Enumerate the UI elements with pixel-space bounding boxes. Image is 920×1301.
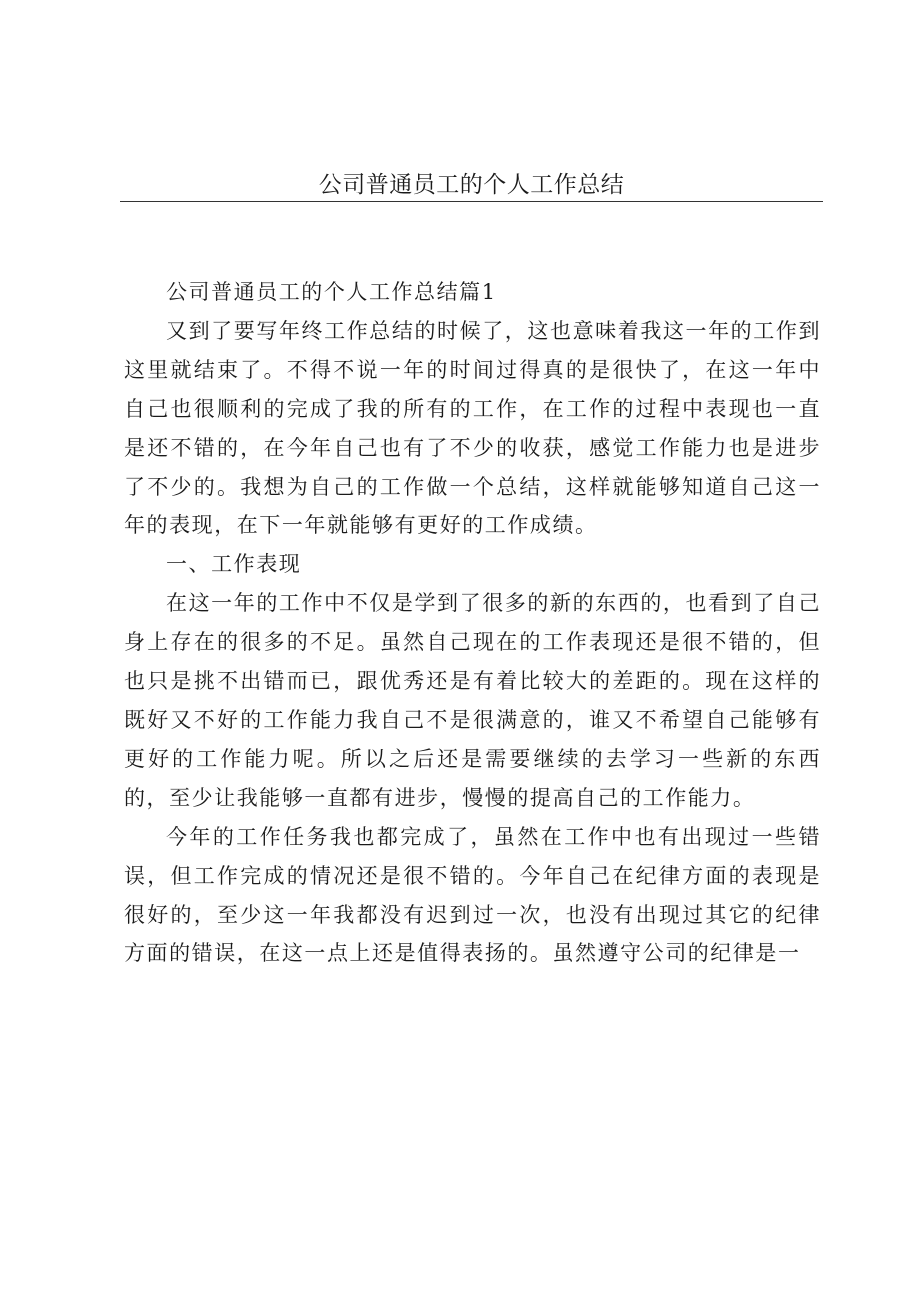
document-body [124,273,821,973]
section-heading: 公司普通员工的个人工作总结篇1 [166,280,497,304]
document-title: 公司普通员工的个人工作总结 [318,172,625,198]
subheading-work-performance: 一、工作表现 [166,552,302,577]
title-underline [120,201,823,202]
paragraph-learning: 在这一年的工作中不仅是学到了很多的新的东西的，也看到了自己身上存在的很多的不足。虽然自己现在的工作表现还是很不错的，但也只是挑不出错而已，跟优秀还是有着比较大的差距的。现在这样的既好又不好的工作能力我自己不是很满意的，谁又不希望自己能够有更好的工作能力呢。所以之后还是需要继续的去学习一些新的东西的，至少让我能够一直都有进步，慢慢的提高自己的工作能力。 [124,591,821,810]
paragraph-intro: 又到了要写年终工作总结的时候了，这也意味着我这一年的工作到这里就结束了。不得不说一年的时间过得真的是很快了，在这一年中自己也很顺利的完成了我的所有的工作，在工作的过程中表现也一直是还不错的，在今年自己也有了不少的收获，感觉工作能力也是进步了不少的。我想为自己的工作做一个总结，这样就能够知道自己这一年的表现，在下一年就能够有更好的工作成绩。 [124,318,821,538]
paragraph-tasks-discipline: 今年的工作任务我也都完成了，虽然在工作中也有出现过一些错误，但工作完成的情况还是很不错的。今年自己在纪律方面的表现是很好的，至少这一年我都没有迟到过一次，也没有出现过其它的纪律方面的错误，在这一点上还是值得表扬的。虽然遵守公司的纪律是一 [124,824,821,966]
